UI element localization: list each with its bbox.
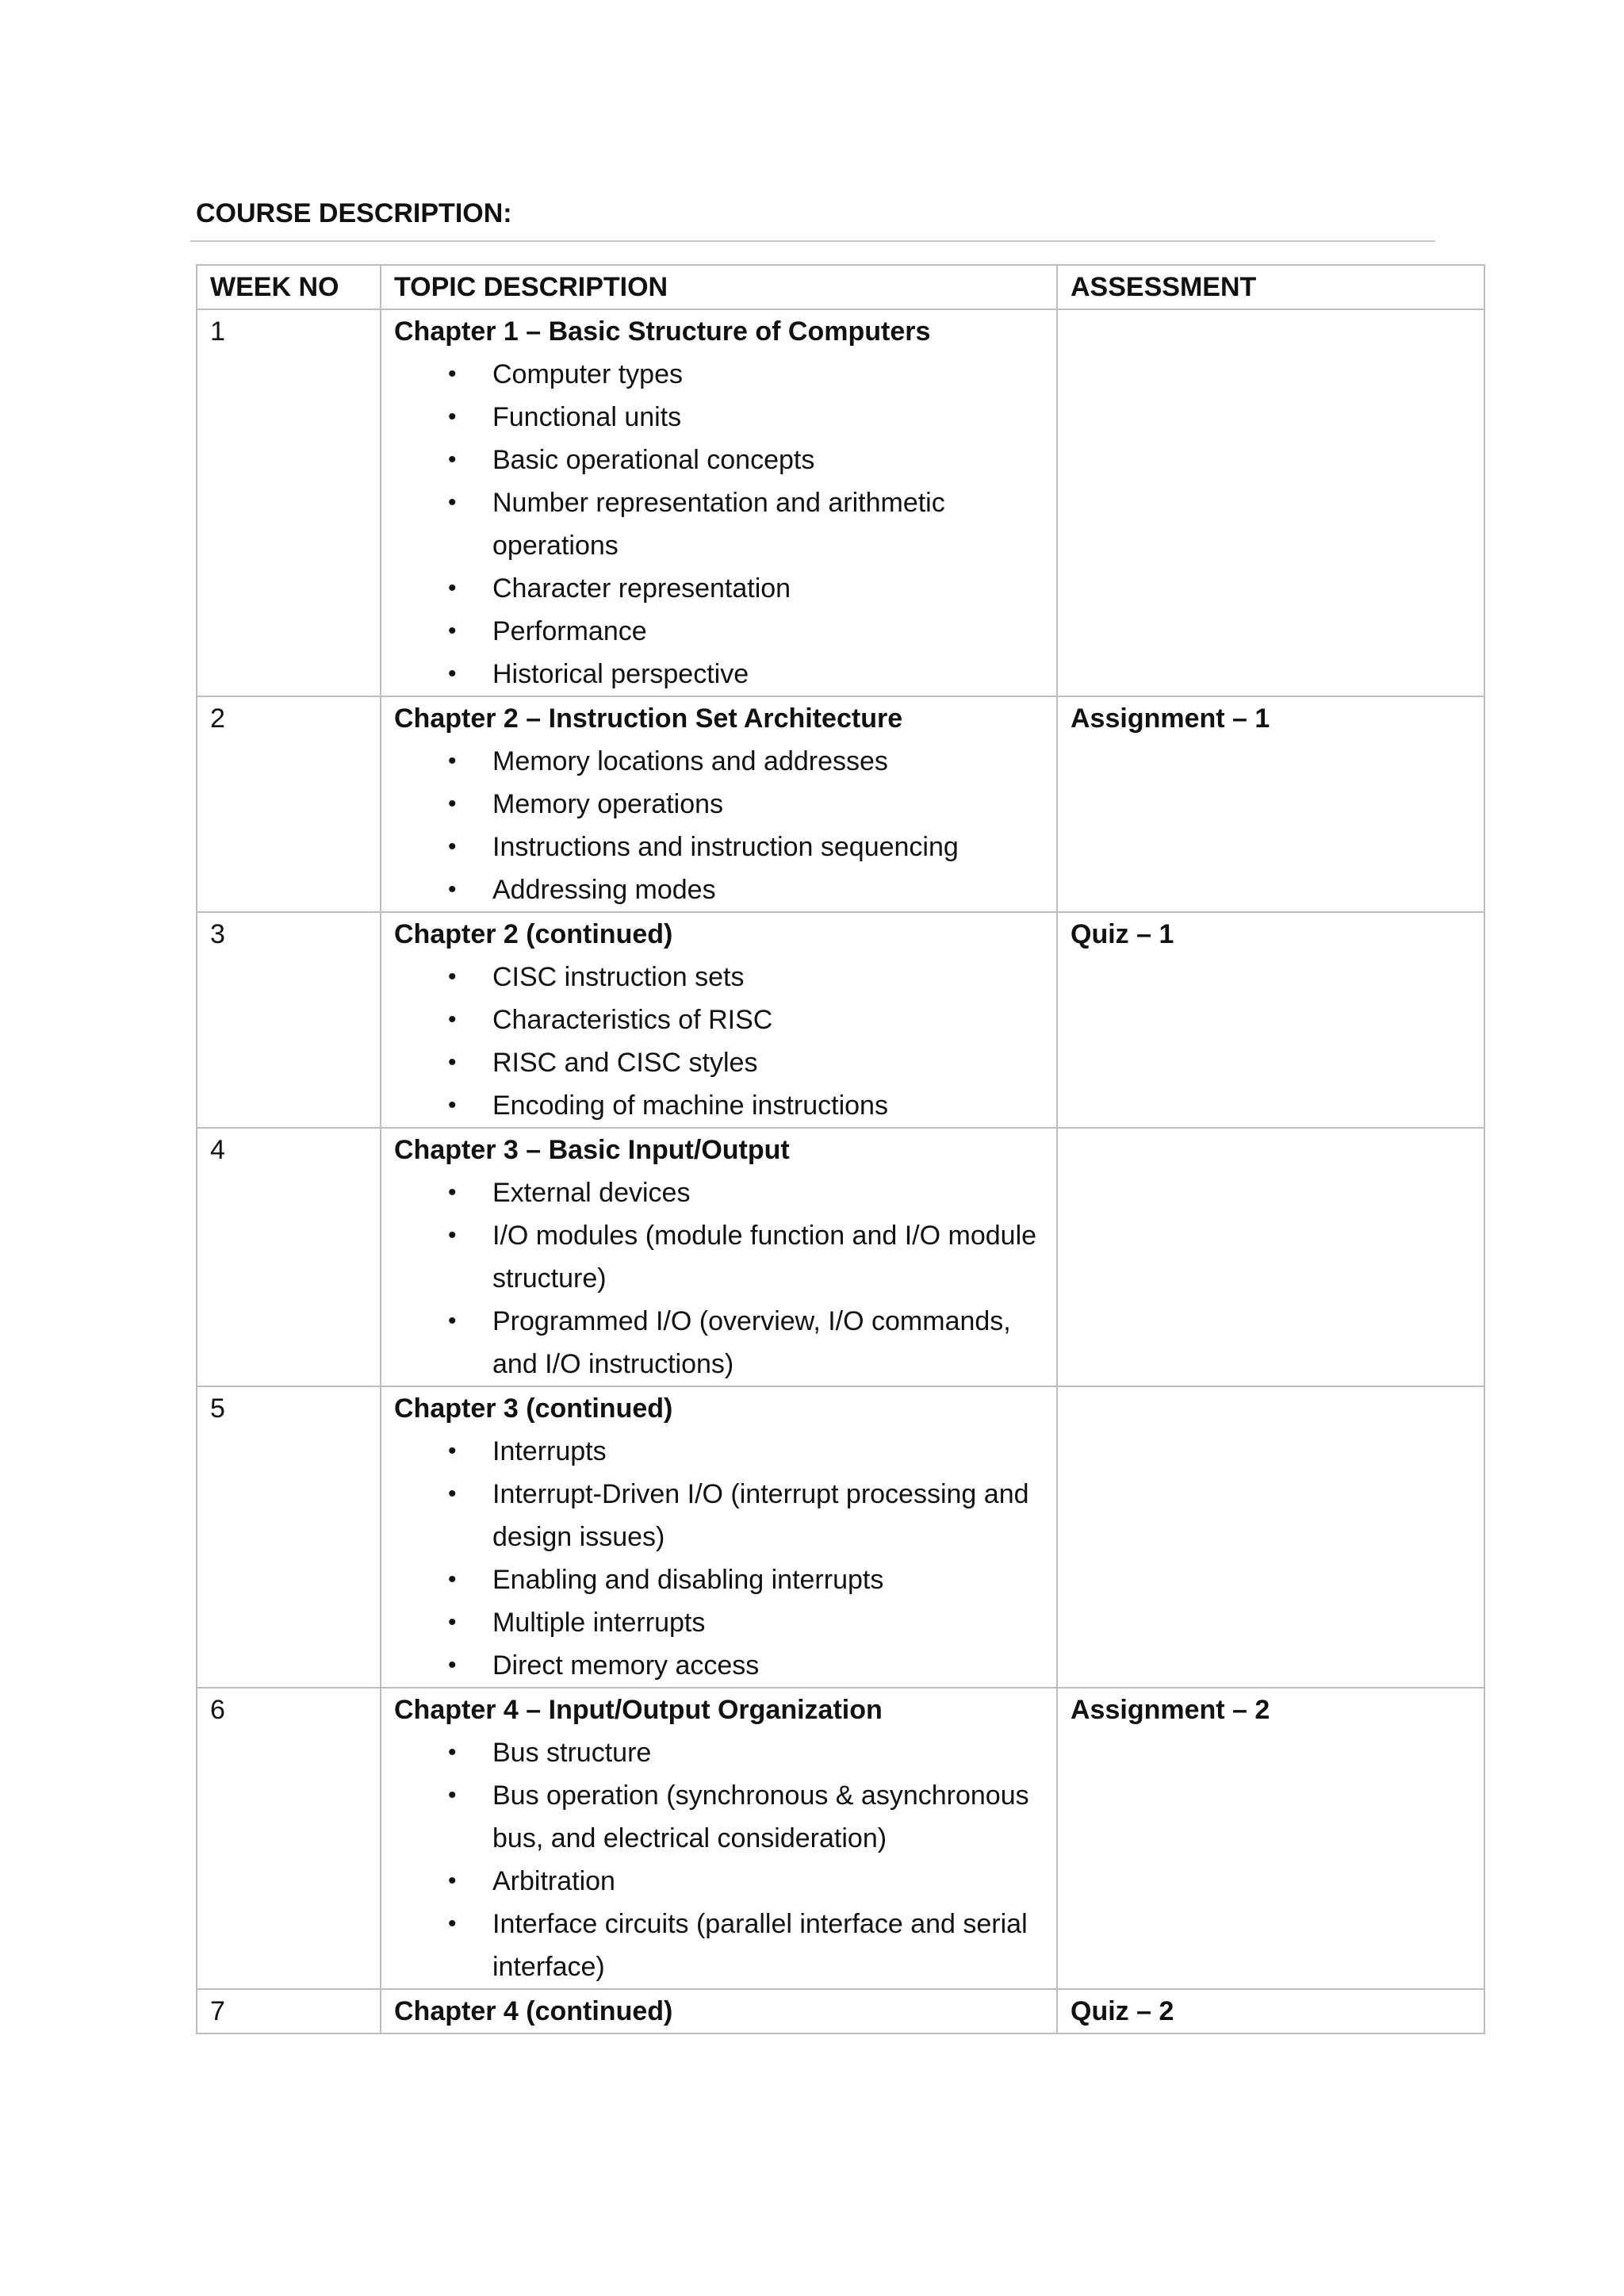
topic-text: Interface circuits (parallel interface and serial interface) [492, 1909, 1028, 1982]
topic-text: Interrupts [492, 1436, 607, 1466]
list-item [394, 956, 1044, 999]
topic-text: Instructions and instruction sequencing [492, 832, 959, 862]
chapter-title: Chapter 4 – Input/Output Organization [394, 1695, 883, 1725]
list-item [394, 1731, 1044, 1774]
topic-list [394, 1171, 1044, 1386]
topic-description-cell [381, 1688, 1057, 1989]
topic-text: Number representation and arithmetic operations [492, 488, 945, 561]
list-item [394, 1214, 1044, 1300]
list-item [394, 1084, 1044, 1127]
table-row [197, 912, 1484, 1128]
bullet-icon: • [448, 1179, 457, 1205]
bullet-icon: • [448, 1609, 457, 1635]
bullet-icon: • [448, 361, 457, 387]
topic-text: I/O modules (module function and I/O module structure) [492, 1221, 1037, 1294]
bullet-icon: • [448, 876, 457, 903]
bullet-icon: • [448, 1481, 457, 1507]
week-number-cell: 5 [197, 1386, 381, 1688]
list-item [394, 868, 1044, 911]
table-body [197, 309, 1484, 2033]
topic-text: RISC and CISC styles [492, 1048, 758, 1078]
bullet-icon: • [448, 404, 457, 430]
bullet-icon: • [448, 489, 457, 516]
list-item [394, 1774, 1044, 1860]
table-row [197, 1128, 1484, 1386]
list-item [394, 439, 1044, 481]
list-item [394, 396, 1044, 439]
list-item [394, 740, 1044, 783]
list-item [394, 999, 1044, 1041]
list-item [394, 1644, 1044, 1687]
topic-list [394, 740, 1044, 911]
topic-description-cell [381, 309, 1057, 696]
assessment-cell [1057, 1128, 1484, 1386]
topic-description-cell [381, 1128, 1057, 1386]
bullet-icon: • [448, 1652, 457, 1678]
topic-list [394, 1430, 1044, 1687]
bullet-icon: • [448, 964, 457, 990]
topic-text: Basic operational concepts [492, 445, 815, 475]
list-item [394, 1860, 1044, 1903]
bullet-icon: • [448, 1006, 457, 1033]
table-row [197, 1688, 1484, 1989]
topic-description-cell [381, 1386, 1057, 1688]
bullet-icon: • [448, 1911, 457, 1937]
week-number-cell: 6 [197, 1688, 381, 1989]
topic-description-cell [381, 696, 1057, 912]
bullet-icon: • [448, 1782, 457, 1808]
header-week-no: WEEK NO [197, 265, 381, 309]
list-item [394, 610, 1044, 653]
week-number-cell: 2 [197, 696, 381, 912]
topic-text: External devices [492, 1178, 691, 1208]
bullet-icon: • [448, 1308, 457, 1334]
bullet-icon: • [448, 748, 457, 774]
topic-text: Bus operation (synchronous & asynchronous bus, and electrical consideration) [492, 1780, 1029, 1853]
bullet-icon: • [448, 1222, 457, 1248]
topic-list [394, 1731, 1044, 1988]
list-item [394, 1558, 1044, 1601]
topic-list [394, 353, 1044, 696]
bullet-icon: • [448, 1566, 457, 1593]
topic-text: Interrupt-Driven I/O (interrupt processing and design issues) [492, 1479, 1029, 1552]
topic-list [394, 956, 1044, 1127]
topic-text: Addressing modes [492, 875, 716, 905]
header-assessment: ASSESSMENT [1057, 265, 1484, 309]
course-schedule-table [196, 264, 1485, 2034]
list-item [394, 567, 1044, 610]
topic-text: Programmed I/O (overview, I/O commands, and I/O instructions) [492, 1306, 1011, 1379]
chapter-title: Chapter 3 – Basic Input/Output [394, 1135, 790, 1165]
bullet-icon: • [448, 1438, 457, 1464]
bullet-icon: • [448, 575, 457, 601]
list-item [394, 1041, 1044, 1084]
bullet-icon: • [448, 791, 457, 817]
assessment-cell: Assignment – 1 [1057, 696, 1484, 912]
topic-text: Encoding of machine instructions [492, 1091, 888, 1121]
chapter-title: Chapter 2 – Instruction Set Architecture [394, 703, 903, 734]
topic-text: Arbitration [492, 1866, 615, 1896]
chapter-title: Chapter 3 (continued) [394, 1393, 673, 1424]
assessment-cell [1057, 1386, 1484, 1688]
topic-text: Multiple interrupts [492, 1608, 706, 1638]
topic-text: Bus structure [492, 1738, 652, 1768]
list-item [394, 1171, 1044, 1214]
topic-text: Direct memory access [492, 1650, 760, 1681]
topic-description-cell [381, 912, 1057, 1128]
bullet-icon: • [448, 834, 457, 860]
chapter-title: Chapter 4 (continued) [394, 1996, 673, 2026]
bullet-icon: • [448, 447, 457, 473]
assessment-cell [1057, 309, 1484, 696]
chapter-title: Chapter 1 – Basic Structure of Computers [394, 316, 931, 347]
section-heading: COURSE DESCRIPTION: [196, 198, 512, 228]
table-row [197, 1989, 1484, 2033]
table-row [197, 1386, 1484, 1688]
bullet-icon: • [448, 1092, 457, 1118]
list-item [394, 653, 1044, 696]
bullet-icon: • [448, 661, 457, 687]
topic-description-cell [381, 1989, 1057, 2033]
week-number-cell: 7 [197, 1989, 381, 2033]
list-item [394, 1601, 1044, 1644]
table-row [197, 696, 1484, 912]
chapter-title: Chapter 2 (continued) [394, 919, 673, 949]
bullet-icon: • [448, 1739, 457, 1765]
list-item [394, 1903, 1044, 1988]
topic-text: Functional units [492, 402, 682, 432]
assessment-cell: Quiz – 1 [1057, 912, 1484, 1128]
topic-text: Characteristics of RISC [492, 1005, 773, 1035]
week-number-cell: 1 [197, 309, 381, 696]
list-item [394, 826, 1044, 868]
bullet-icon: • [448, 1868, 457, 1894]
table-header-row [197, 265, 1484, 309]
list-item [394, 1430, 1044, 1473]
bullet-icon: • [448, 618, 457, 644]
week-number-cell: 4 [197, 1128, 381, 1386]
list-item [394, 481, 1044, 567]
topic-text: Enabling and disabling interrupts [492, 1565, 884, 1595]
table-row [197, 309, 1484, 696]
header-topic-description: TOPIC DESCRIPTION [381, 265, 1057, 309]
topic-text: Historical perspective [492, 659, 749, 689]
topic-text: Memory locations and addresses [492, 746, 888, 776]
list-item [394, 1473, 1044, 1558]
week-number-cell: 3 [197, 912, 381, 1128]
assessment-cell: Quiz – 2 [1057, 1989, 1484, 2033]
assessment-cell: Assignment – 2 [1057, 1688, 1484, 1989]
topic-text: Computer types [492, 359, 683, 389]
bullet-icon: • [448, 1049, 457, 1075]
list-item [394, 783, 1044, 826]
topic-text: CISC instruction sets [492, 962, 745, 992]
list-item [394, 353, 1044, 396]
topic-text: Memory operations [492, 789, 724, 819]
list-item [394, 1300, 1044, 1386]
heading-divider [190, 240, 1435, 242]
topic-text: Performance [492, 616, 647, 646]
topic-text: Character representation [492, 573, 791, 604]
